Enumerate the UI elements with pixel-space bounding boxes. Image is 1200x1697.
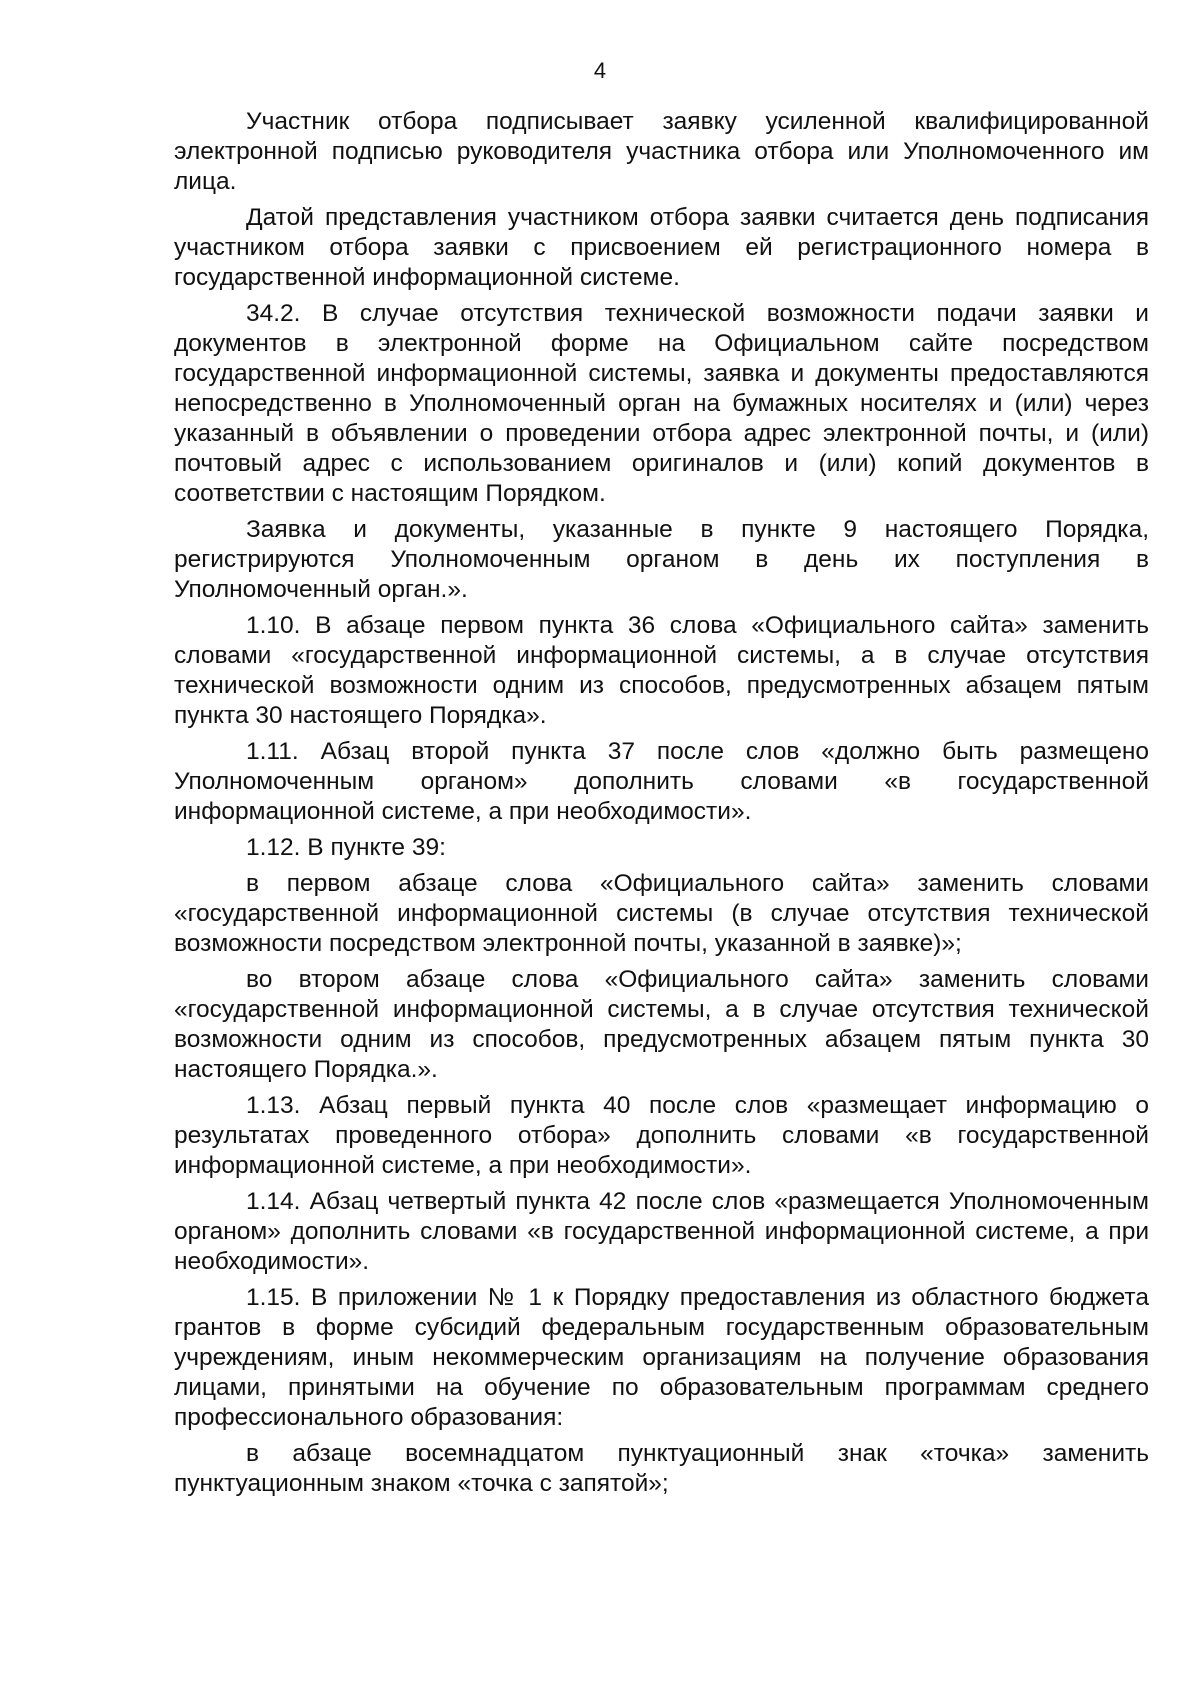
paragraph: 34.2. В случае отсутствия технической возможности подачи заявки и документов в электронной форме на Официальном сайте посредством государственной информационной системы, заявка и документы предоставляются непосредственно в Уполномоченный орган на бумажных носителях и (или) через указанный в объявлении о проведении отбора адрес электронной почты, и (или) почтовый адрес с использованием оригиналов и (или) копий документов в соответствии с настоящим Порядком. <box>174 300 1149 507</box>
paragraph: 1.14. Абзац четвертый пункта 42 после слов «размещается Уполномоченным органом» дополнить словами «в государственной информационной системе, а при необходимости». <box>174 1188 1149 1275</box>
paragraph: 1.15. В приложении № 1 к Порядку предоставления из областного бюджета грантов в форме субсидий федеральным государственным образовательным учреждениям, иным некоммерческим организациям на получение образования лицами, принятыми на обучение по образовательным программам среднего профессионального образования: <box>174 1284 1149 1431</box>
paragraph: 1.10. В абзаце первом пункта 36 слова «Официального сайта» заменить словами «государственной информационной системы, а в случае отсутствия технической возможности одним из способов, предусмотренных абзацем пятым пункта 30 настоящего Порядка». <box>174 612 1149 729</box>
paragraph: Датой представления участником отбора заявки считается день подписания участником отбора заявки с присвоением ей регистрационного номера в государственной информационной системе. <box>174 204 1149 291</box>
paragraph: в абзаце восемнадцатом пунктуационный знак «точка» заменить пунктуационным знаком «точка с запятой»; <box>174 1440 1149 1497</box>
paragraph: в первом абзаце слова «Официального сайта» заменить словами «государственной информационной системы (в случае отсутствия технической возможности посредством электронной почты, указанной в заявке)»; <box>174 870 1149 957</box>
document-body <box>174 107 1149 1505</box>
paragraph: 1.12. В пункте 39: <box>246 834 446 861</box>
paragraph: 1.11. Абзац второй пункта 37 после слов «должно быть размещено Уполномоченным органом» дополнить словами «в государственной информационной системе, а при необходимости». <box>174 738 1149 825</box>
paragraph: Заявка и документы, указанные в пункте 9 настоящего Порядка, регистрируются Уполномоченным органом в день их поступления в Уполномоченный орган.». <box>174 516 1149 603</box>
paragraph: Участник отбора подписывает заявку усиленной квалифицированной электронной подписью руководителя участника отбора или Уполномоченного им лица. <box>174 108 1149 195</box>
paragraph: во втором абзаце слова «Официального сайта» заменить словами «государственной информационной системы, а в случае отсутствия технической возможности одним из способов, предусмотренных абзацем пятым пункта 30 настоящего Порядка.». <box>174 966 1149 1083</box>
page-number: 4 <box>593 58 607 83</box>
paragraph: 1.13. Абзац первый пункта 40 после слов «размещает информацию о результатах проведенного отбора» дополнить словами «в государственной информационной системе, а при необходимости». <box>174 1092 1149 1179</box>
